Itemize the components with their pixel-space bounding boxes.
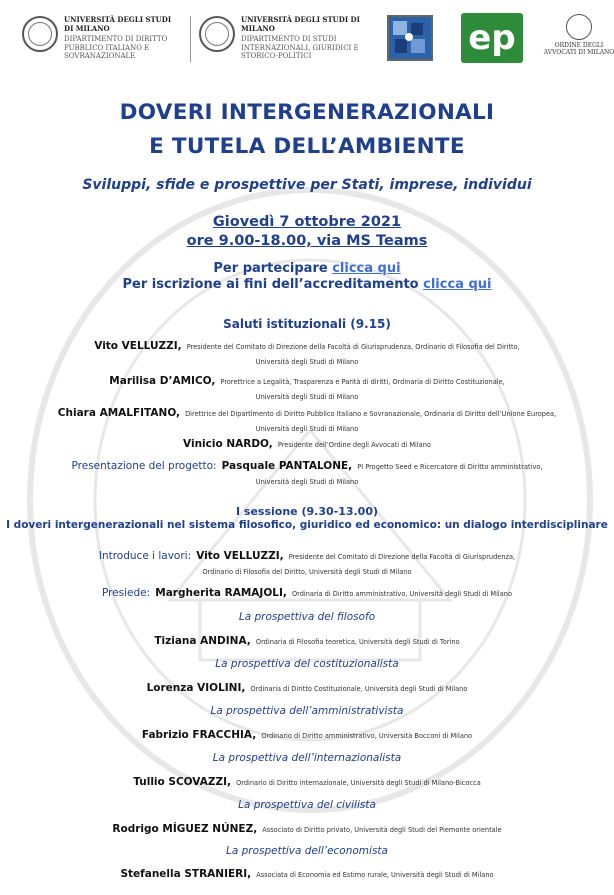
greetings-heading: Saluti istituzionali (9.15) [223,317,391,331]
session-heading: I sessione (9.30-13.00) [235,505,379,518]
speaker-name: Vito VELLUZZI, [94,340,182,352]
participate-line [0,261,614,276]
speaker-name: Fabrizio FRACCHIA, [141,729,257,741]
accreditation-text: Per iscrizione ai fini dell’accreditamento [122,277,419,292]
event-date: Giovedì 7 ottobre 2021 [212,214,402,230]
speaker-desc: PI Progetto Seed e Ricercatore di Diritto amministrativo, [357,463,543,471]
speaker-row [0,405,614,435]
speaker-name: Chiara AMALFITANO, [57,407,180,419]
speaker-desc: Presidente del Comitato di Direzione della Facoltà di Giurisprudenza, [288,553,516,561]
uni2-dept: DIPARTIMENTO DI STUDI INTERNAZIONALI, GIURIDICI E STORICO-POLITICI [241,35,359,60]
speaker-desc: Associata di Economia ed Estimo rurale, Università degli Studi di Milano [256,871,494,879]
perspective-title: La prospettiva dell’internazionalista [212,752,402,764]
accreditation-line [0,277,614,292]
speaker-desc-2: Università degli Studi di Milano [255,478,359,486]
perspective-title: La prospettiva dell’economista [226,845,388,857]
speaker-row [0,338,614,368]
talk-row [0,821,614,836]
speaker-name: Pasquale PANTALONE, [221,460,353,472]
speaker-name: Tiziana ANDINA, [154,635,251,647]
perspective-title: La prospettiva del filosofo [238,611,376,623]
intro-row [0,548,614,578]
speaker-name: Stefanella STRANIERI, [120,868,252,880]
participate-text: Per partecipare [213,261,328,276]
talk-row [0,727,614,742]
subtitle: Sviluppi, sfide e prospettive per Stati, imprese, individui [82,177,532,193]
university-seal-icon [199,16,235,52]
speaker-desc: Ordinario di Diritto internazionale, Università degli Studi di Milano-Bicocca [236,779,481,787]
ordine-seal-icon [566,14,592,40]
ordine-name: ORDINE DEGLI AVVOCATI DI MILANO [543,42,614,56]
speaker-desc: Prorettrice a Legalità, Trasparenza e Parità di diritti, Ordinaria di Diritto Costituzionale, [220,378,505,386]
uni1-name: UNIVERSITÀ DEGLI STUDI DI MILANO [64,15,172,33]
title-line-1: DOVERI INTERGENERAZIONALI [119,100,495,125]
speaker-desc: Ordinaria di Diritto amministrativo, Università degli Studi di Milano [291,590,513,598]
accreditation-link[interactable]: clicca qui [423,277,492,292]
chair-label: Presiede: [101,587,151,599]
talk-row [0,680,614,695]
puzzle-logo-icon [387,15,433,61]
speaker-desc: Direttrice del Dipartimento di Diritto Pubblico Italiano e Sovranazionale, Ordinaria di Diritto dell’Unione Europea, [185,410,557,418]
divider [190,16,191,62]
event-time: ore 9.00-18.00, via MS Teams [186,233,428,249]
ordine-avvocati-logo [541,14,614,56]
talk-row [0,633,614,648]
talk-row [0,866,614,881]
speaker-desc: Associato di Diritto privato, Università degli Studi del Piemonte orientale [262,826,502,834]
perspective-title: La prospettiva del civilista [238,799,376,811]
university-seal-watermark [20,180,600,820]
speaker-desc: Ordinaria di Filosofia teoretica, Università degli Studi di Torino [255,638,460,646]
participate-link[interactable]: clicca qui [332,261,401,276]
speaker-name: Marilisa D’AMICO, [109,375,216,387]
speaker-name: Margherita RAMAJOLI, [155,587,287,599]
speaker-name: Rodrigo MÍGUEZ NÚNEZ, [112,823,258,835]
speaker-name: Vinicio NARDO, [183,438,273,450]
speaker-desc: Presidente dell’Ordine degli Avvocati di Milano [277,441,431,449]
speaker-desc: Presidente del Comitato di Direzione della Facoltà di Giurisprudenza, Ordinario di Filosofia del Diritto, [186,343,520,351]
title-line-2: E TUTELA DELL’AMBIENTE [149,134,465,159]
session-theme: I doveri intergenerazionali nel sistema filosofico, giuridico ed economico: un dialogo interdisciplinare [6,519,608,531]
ep-logo: ep [461,13,523,63]
speaker-desc-2: Università degli Studi di Milano [255,393,359,401]
presentation-row [0,458,614,488]
header-logos [0,10,614,74]
speaker-row [0,373,614,403]
uni2-name: UNIVERSITÀ DEGLI STUDI DI MILANO [241,15,360,33]
speaker-desc-2: Università degli Studi di Milano [255,358,359,366]
university-seal-icon [22,16,58,52]
talk-row [0,774,614,789]
university-logo-1 [22,16,182,61]
chair-row [0,585,614,600]
uni1-dept: DIPARTIMENTO DI DIRITTO PUBBLICO ITALIANO E SOVRANAZIONALE [64,35,168,60]
speaker-desc-2: Università degli Studi di Milano [255,425,359,433]
speaker-name: Vito VELLUZZI, [196,550,284,562]
speaker-desc: Ordinario di Diritto amministrativo, Università Bocconi di Milano [261,732,473,740]
university-logo-2 [199,16,369,61]
perspective-title: La prospettiva del costituzionalista [215,658,399,670]
speaker-name: Lorenza VIOLINI, [146,682,246,694]
presentation-label: Presentazione del progetto: [71,460,217,472]
speaker-desc: Ordinaria di Diritto Costituzionale, Università degli Studi di Milano [250,685,468,693]
intro-label: Introduce i lavori: [98,550,192,562]
speaker-desc-2: Ordinario di Filosofia del Diritto, Università degli Studi di Milano [202,568,412,576]
perspective-title: La prospettiva dell’amministrativista [210,705,404,717]
speaker-name: Tullio SCOVAZZI, [133,776,231,788]
speaker-row [0,436,614,451]
